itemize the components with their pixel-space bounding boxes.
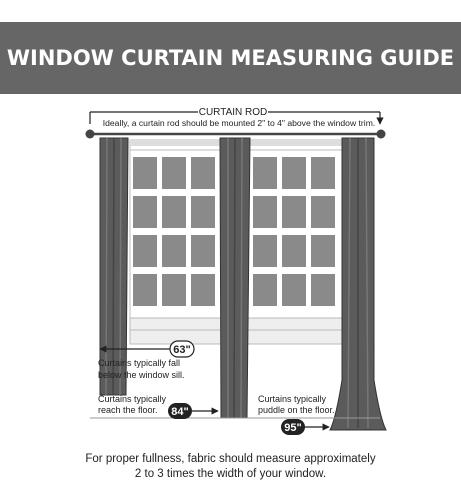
window-pane [282,235,306,267]
marker-63-caption-2: below the window sill. [98,370,185,380]
rod-note: Ideally, a curtain rod should be mounted 2" to 4" above the window trim. [102,118,376,128]
curtain-middle [220,138,250,418]
marker-84-value: 84" [171,406,189,418]
window-pane [162,196,186,228]
marker-84-caption-2: reach the floor. [98,405,158,415]
window-pane [282,274,306,306]
window-pane [133,235,157,267]
window-pane [162,235,186,267]
window-pane [191,157,215,189]
window-pane [133,157,157,189]
window-pane [311,274,335,306]
rod-label: CURTAIN ROD [198,107,268,118]
marker-95-caption-1: Curtains typically [258,394,327,404]
window-pane [133,274,157,306]
window-pane [311,196,335,228]
window-pane [253,235,277,267]
curtain-left [100,138,128,395]
marker-84 [98,394,218,419]
window-pane [253,196,277,228]
marker-63-value: 63" [173,344,191,356]
window-pane [191,274,215,306]
marker-63-caption-1: Curtains typically fall [98,358,181,368]
marker-95-value: 95" [284,422,302,434]
marker-95-caption-2: puddle on the floor. [258,405,335,415]
window-pane [191,196,215,228]
rod-dimension [90,107,380,128]
window-pane [311,157,335,189]
page-title: WINDOW CURTAIN MEASURING GUIDE [6,46,455,70]
marker-95 [258,394,335,435]
window-pane [253,157,277,189]
footer-note [0,452,461,482]
window-pane [253,274,277,306]
footer-line-2: 2 to 3 times the width of your window. [134,468,327,480]
marker-84-caption-1: Curtains typically [98,394,167,404]
footer-line-1: For proper fullness, fabric should measure approximately [85,453,376,465]
window-pane [162,157,186,189]
window-pane [191,235,215,267]
curtain-rod [86,130,386,139]
window-pane [311,235,335,267]
window-pane [282,196,306,228]
window-pane [133,196,157,228]
window-pane [162,274,186,306]
window-pane [282,157,306,189]
